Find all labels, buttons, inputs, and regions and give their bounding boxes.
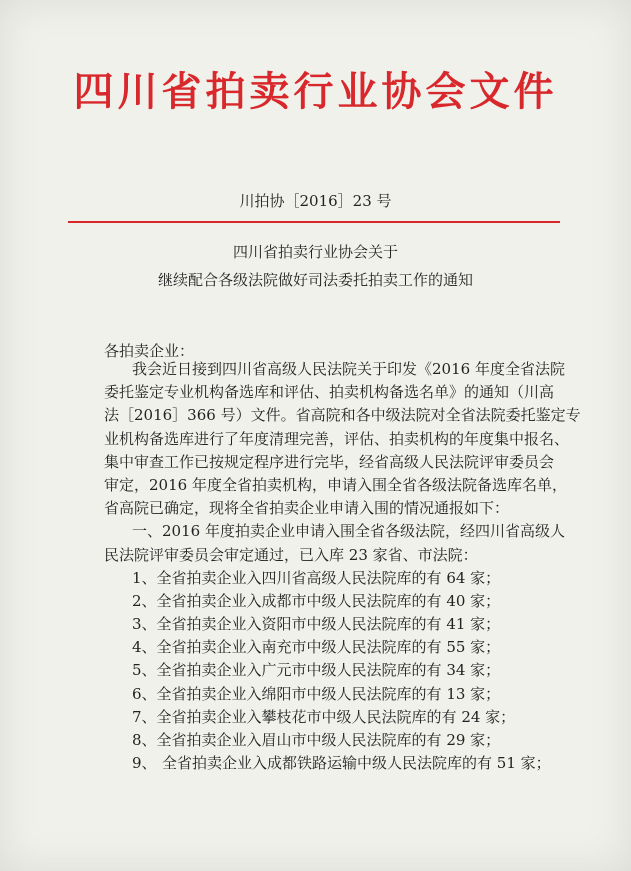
subject-line-1: 四川省拍卖行业协会关于 — [232, 243, 398, 261]
section-1-line: 民法院评审委员会审定通过，已入库 23 家省、市法院： — [104, 545, 478, 564]
list-item — [104, 729, 564, 752]
list-item-text: 全省拍卖企业入眉山市中级人民法院库的有 29 家； — [156, 731, 501, 749]
document-body — [104, 358, 581, 775]
list-item — [104, 752, 564, 775]
intro-line: 法［2016］366 号）文件。省高院和各中级法院对全省法院委托鉴定专 — [104, 406, 581, 425]
list-item-number: 6、 — [132, 684, 157, 703]
list-item — [104, 683, 564, 706]
intro-line: 业机构备选库进行了年度清理完善，评估、拍卖机构的年度集中报名、 — [104, 429, 570, 448]
document-header-title: 四川省拍卖行业协会文件 — [73, 68, 558, 115]
list-item — [104, 567, 564, 590]
list-item-text: 全省拍卖企业入成都市中级人民法院库的有 40 家； — [156, 591, 501, 610]
list-item-text: 全省拍卖企业入成都铁路运输中级人民法院库的有 51 家； — [162, 754, 551, 773]
list-item — [104, 659, 564, 682]
list-item-number: 4、 — [132, 638, 157, 657]
list-item — [104, 706, 564, 729]
list-item-text: 全省拍卖企业入资阳市中级人民法院库的有 41 家； — [156, 615, 501, 634]
intro-line: 委托鉴定专业机构备选库和评估、拍卖机构备选名单》的通知（川高 — [104, 383, 555, 402]
intro-line: 我会近日接到四川省高级人民法院关于印发《2016 年度全省法院 — [132, 360, 565, 378]
header-divider — [68, 221, 560, 223]
list-item — [104, 590, 564, 613]
document-number: 川拍协［2016］23 号 — [239, 192, 392, 210]
list-item-number: 9、 — [132, 754, 157, 773]
salutation: 各拍卖企业： — [104, 342, 195, 360]
list-item-number: 3、 — [132, 615, 157, 634]
list-item-number: 2、 — [132, 591, 157, 610]
list-item-text: 全省拍卖企业入四川省高级人民法院库的有 64 家； — [156, 568, 501, 587]
document-subject — [0, 238, 631, 294]
intro-line: 审定，2016 年度全省拍卖机构，申请入围全省各级法院备选库名单， — [104, 475, 567, 494]
list-item-number: 5、 — [132, 661, 157, 680]
list-item-text: 全省拍卖企业入南充市中级人民法院库的有 55 家； — [156, 638, 501, 657]
subject-line-2: 继续配合各级法院做好司法委托拍卖工作的通知 — [157, 271, 473, 289]
list-item — [104, 636, 564, 659]
intro-line: 集中审查工作已按规定程序进行完毕，经省高级人民法院评审委员会 — [104, 452, 555, 471]
list-item-number: 8、 — [132, 731, 157, 749]
list-item-text: 全省拍卖企业入攀枝花市中级人民法院库的有 24 家； — [156, 707, 516, 726]
list-item — [104, 613, 564, 636]
list-item-text: 全省拍卖企业入绵阳市中级人民法院库的有 13 家； — [156, 684, 501, 703]
intro-line: 省高院已确定，现将全省拍卖企业申请入围的情况通报如下： — [104, 499, 510, 518]
list-item-number: 1、 — [132, 568, 157, 587]
list-item-text: 全省拍卖企业入广元市中级人民法院库的有 34 家； — [156, 661, 501, 680]
section-1-line: 一、2016 年度拍卖企业申请入围全省各级法院，经四川省高级人 — [132, 522, 565, 541]
list-item-number: 7、 — [132, 707, 157, 726]
